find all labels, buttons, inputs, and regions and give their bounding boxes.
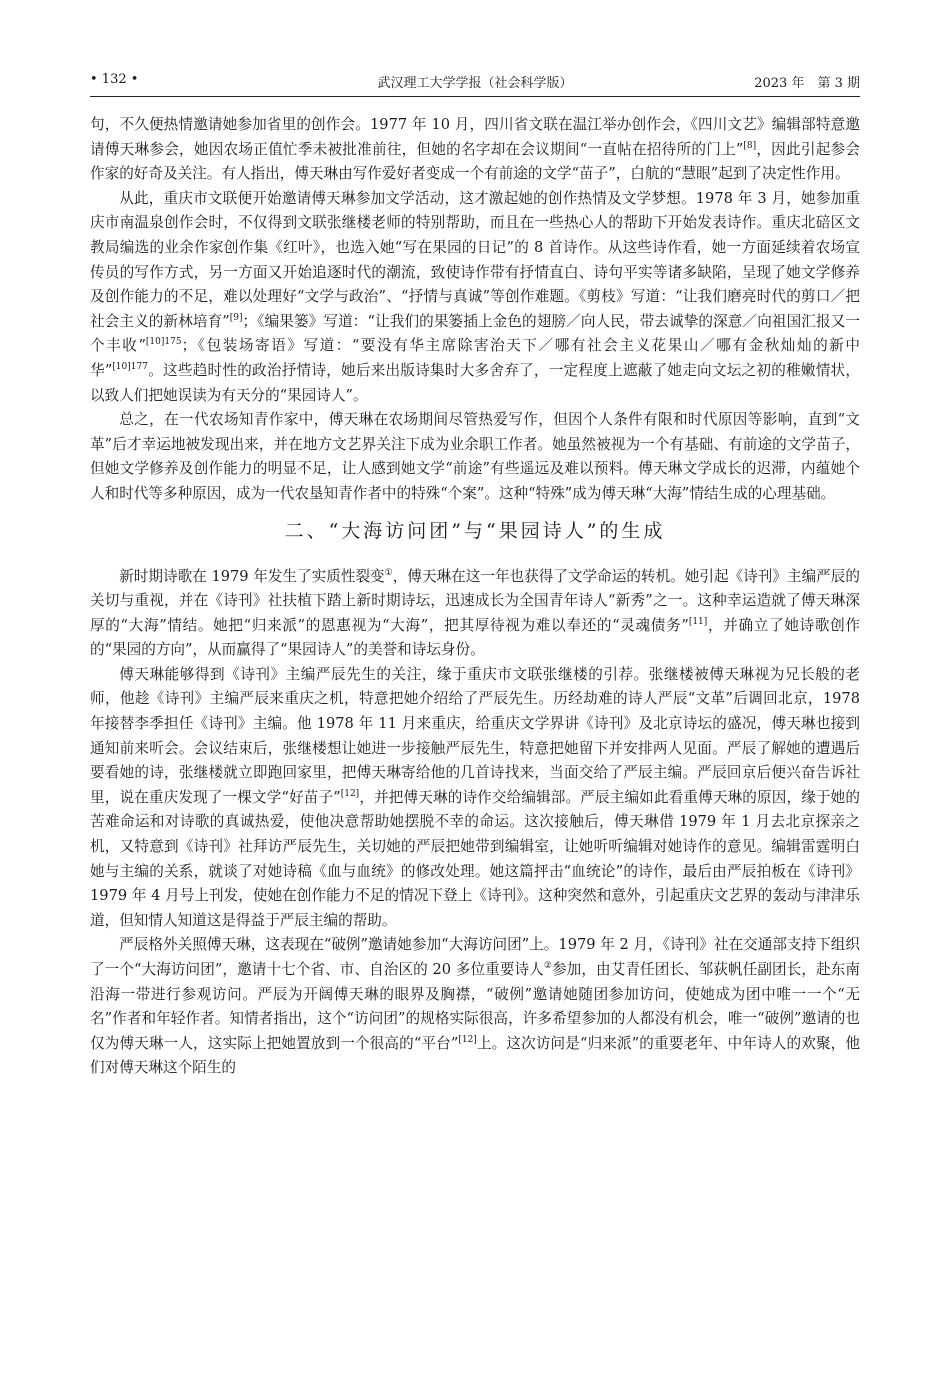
footnote-mark: ① xyxy=(384,567,393,578)
citation: [10]175 xyxy=(145,337,182,348)
paragraph: 新时期诗歌在 1979 年发生了实质性裂变①，傅天琳在这一年也获得了文学命运的转机。她引起《诗刊》主编严辰的关切与重视，并在《诗刊》社扶植下踏上新时期诗坛，迅速成长为全国青年诗人“新秀”之一。这种幸运造就了傅天琳深厚的“大海”情结。她把“归来派”的恩惠视为“大海”，把其厚待视为难以奉还的“灵魂债务”[11]，并确立了她诗歌创作的“果园的方向”，从而赢得了“果园诗人”的美誉和诗坛身份。 xyxy=(90,567,860,659)
paragraph: 严辰格外关照傅天琳，这表现在“破例”邀请她参加“大海访问团”上。1979 年 2 月，《诗刊》社在交通部支持下组织了一个“大海访问团”，邀请十七个省、市、自治区的 20 多位重要诗人②参加，由艾青任团长、邹荻帆任副团长，赴东南沿海一带进行参观访问。严辰为开阔傅天琳的眼界及胸襟，“破例”邀请她随团参加访问，使她成为团中唯一一个“无名”作者和年轻作者。知情者指出，这个“访问团”的规格实际很高，许多希望参加的人都没有机会，唯一“破例”邀请的也仅为傅天琳一人，这实际上把她置放到一个很高的“平台”[12]上。这次访问是“归来派”的重要老年、中年诗人的欢聚，他们对傅天琳这个陌生的 xyxy=(90,936,860,1077)
citation: [12] xyxy=(340,788,360,799)
paragraph: 总之，在一代农场知青作家中，傅天琳在农场期间尽管热爱写作，但因个人条件有限和时代原因等影响，直到“文革”后才幸运地被发现出来，并在地方文艺界关注下成为业余职工作者。她虽然被视为一个有基础、有前途的文学苗子，但她文学修养及创作能力的明显不足，让人感到她文学“前途”有些遥远及难以预料。傅天琳文学成长的迟滞，内蕴她个人和时代等多种原因，成为一代农垦知青作者中的特殊“个案”。这种“特殊”成为傅天琳“大海”情结生成的心理基础。 xyxy=(90,411,860,502)
paragraph: 傅天琳能够得到《诗刊》主编严辰先生的关注，缘于重庆市文联张继楼的引荐。张继楼被傅天琳视为兄长般的老师，他趁《诗刊》主编严辰来重庆之机，特意把她介绍给了严辰先生。历经劫难的诗人严辰“文革”后调回北京，1978 年接替李季担任《诗刊》主编。他 1978 年 11 月来重庆，给重庆文学界讲《诗刊》及北京诗坛的盛况，傅天琳也接到通知前来听会。会议结束后，张继楼想让她进一步接触严辰先生，特意把她留下并安排两人见面。严辰了解她的遭遇后要看她的诗，张继楼就立即跑回家里，把傅天琳寄给他的几首诗找来，当面交给了严辰主编。严辰回京后便兴奋告诉社里，说在重庆发现了一棵文学“好苗子”[12]，并把傅天琳的诗作交给编辑部。严辰主编如此看重傅天琳的原因，缘于她的苦难命运和对诗歌的真诚热爱，使他决意帮助她摆脱不幸的命运。这次接触后，傅天琳借 1979 年 1 月去北京探亲之机，又特意到《诗刊》社拜访严辰先生，关切她的严辰把她带到编辑室，让她听听编辑对她诗作的意见。编辑雷霆明白她与主编的关系，就谈了对她诗稿《血与血统》的修改处理。她这篇抨击“血统论”的诗作，最后由严辰拍板在《诗刊》1979 年 4 月号上刊发，使她在创作能力不足的情况下登上《诗刊》。这种突然和意外，引起重庆文艺界的轰动与津津乐道，但知情人知道这是得益于严辰主编的帮助。 xyxy=(90,665,860,929)
journal-title: 武汉理工大学学报（社会科学版） xyxy=(377,76,573,91)
issue-label: 2023 年 第 3 期 xyxy=(754,76,860,91)
page-number: • 132 • xyxy=(90,72,139,87)
header-rule xyxy=(90,96,860,97)
paragraph: 句，不久便热情邀请她参加省里的创作会。1977 年 10 月，四川省文联在温江举办创作会，《四川文艺》编辑部特意邀请傅天琳参会，她因农场正值忙季未被批准前往，但她的名字却在会议期间“一直帖在招待所的门上”[8]，因此引起参会作家的好奇及关注。有人指出，傅天琳由写作爱好者变成一个有前途的文学“苗子”，白航的“慧眼”起到了决定性作用。 xyxy=(90,116,860,183)
citation: [9] xyxy=(229,312,243,323)
section-heading: 二、“大海访问团”与“果园诗人”的生成 xyxy=(284,519,666,542)
paragraph: 从此，重庆市文联便开始邀请傅天琳参加文学活动，这才激起她的创作热情及文学梦想。1978 年 3 月，她参加重庆市南温泉创作会时，不仅得到文联张继楼老师的特别帮助，而且在一些热心人的帮助下开始发表诗作。重庆北碚区文教局编选的业余作家创作集《红叶》，也选入她“写在果园的日记”的 8 首诗作。从这些诗作看，她一方面延续着农场宣传员的写作方式，另一方面又开始追逐时代的潮流，致使诗作带有抒情直白、诗句平实等诸多缺陷，呈现了她文学修养及创作能力的不足，难以处理好“文学与政治”、“抒情与真诚”等创作难题。《剪枝》写道：“让我们磨亮时代的剪口／把社会主义的新林培育”[9]；《编果篓》写道：“让我们的果篓插上金色的翅膀／向人民，带去诚挚的深意／向祖国汇报又一个丰收”$^{[10]175}$；《包装场寄语》写道：“要没有华主席除害治天下／哪有社会主义花果山／哪有金秋灿灿的新中华”$^{[10]177}$。这些趋时性的政治抒情诗，她后来出版诗集时大多舍弃了，一定程度上遮蔽了她走向文坛之初的稚嫩情状，以致人们把她误读为有天分的“果园诗人”。 xyxy=(90,189,860,404)
citation: [11] xyxy=(688,616,708,627)
article-body xyxy=(90,113,860,1081)
footnote-mark: ② xyxy=(543,961,552,972)
citation: [8] xyxy=(743,140,757,151)
citation: [10]177 xyxy=(112,362,148,373)
running-header xyxy=(90,70,860,92)
citation: [12] xyxy=(458,1034,477,1045)
